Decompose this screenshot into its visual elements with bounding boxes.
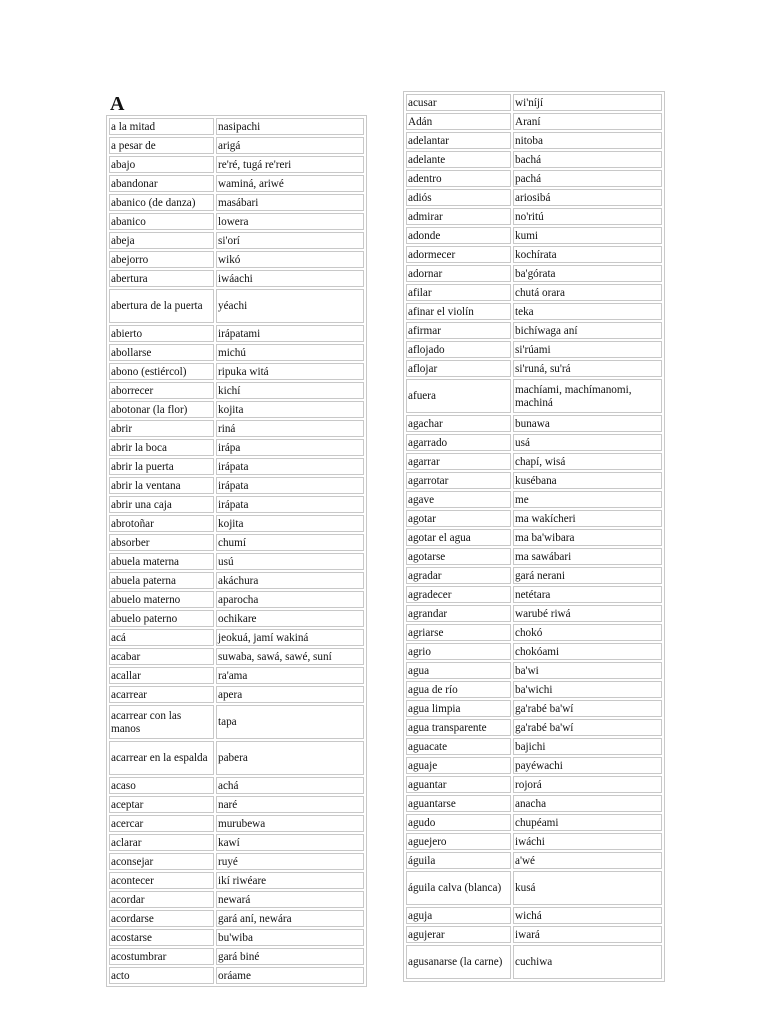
spanish-word-cell: abono (estiércol): [109, 363, 214, 380]
dictionary-entry-row: [109, 741, 364, 775]
spanish-word-cell: aguja: [406, 907, 511, 924]
dictionary-entry-row: [109, 667, 364, 684]
dictionary-entry-row: [406, 303, 662, 320]
translation-cell: arigá: [216, 137, 364, 154]
dictionary-entry-row: [406, 624, 662, 641]
translation-cell: cuchiwa: [513, 945, 662, 979]
dictionary-entry-row: [109, 137, 364, 154]
translation-cell: chupéami: [513, 814, 662, 831]
dictionary-entry-row: [109, 834, 364, 851]
translation-cell: irápa: [216, 439, 364, 456]
translation-cell: gará nerani: [513, 567, 662, 584]
dictionary-entry-row: [406, 814, 662, 831]
spanish-word-cell: agotar: [406, 510, 511, 527]
spanish-word-cell: abeja: [109, 232, 214, 249]
dictionary-entry-row: [109, 232, 364, 249]
translation-cell: si'runá, su'rá: [513, 360, 662, 377]
spanish-word-cell: abejorro: [109, 251, 214, 268]
dictionary-entry-row: [406, 246, 662, 263]
translation-cell: chokóami: [513, 643, 662, 660]
spanish-word-cell: aguantarse: [406, 795, 511, 812]
dictionary-entry-row: [109, 251, 364, 268]
translation-cell: usú: [216, 553, 364, 570]
spanish-word-cell: agrandar: [406, 605, 511, 622]
dictionary-entry-row: [109, 420, 364, 437]
dictionary-entry-row: [406, 94, 662, 111]
dictionary-entry-row: [406, 945, 662, 979]
spanish-word-cell: afuera: [406, 379, 511, 413]
dictionary-table-left-body: [109, 118, 364, 984]
translation-cell: kichí: [216, 382, 364, 399]
translation-cell: ariosibá: [513, 189, 662, 206]
dictionary-entry-row: [406, 341, 662, 358]
translation-cell: ma sawábari: [513, 548, 662, 565]
translation-cell: irápata: [216, 477, 364, 494]
spanish-word-cell: agrio: [406, 643, 511, 660]
spanish-word-cell: abrir una caja: [109, 496, 214, 513]
spanish-word-cell: absorber: [109, 534, 214, 551]
spanish-word-cell: abrotoñar: [109, 515, 214, 532]
translation-cell: no'ritú: [513, 208, 662, 225]
dictionary-entry-row: [109, 910, 364, 927]
translation-cell: newará: [216, 891, 364, 908]
dictionary-entry-row: [109, 496, 364, 513]
spanish-word-cell: aguantar: [406, 776, 511, 793]
spanish-word-cell: aclarar: [109, 834, 214, 851]
spanish-word-cell: adornar: [406, 265, 511, 282]
translation-cell: ba'górata: [513, 265, 662, 282]
dictionary-entry-row: [406, 700, 662, 717]
spanish-word-cell: agujerar: [406, 926, 511, 943]
dictionary-entry-row: [406, 681, 662, 698]
dictionary-entry-row: [406, 662, 662, 679]
translation-cell: ga'rabé ba'wí: [513, 719, 662, 736]
translation-cell: wi'níjí: [513, 94, 662, 111]
spanish-word-cell: aflojado: [406, 341, 511, 358]
dictionary-entry-row: [109, 156, 364, 173]
dictionary-entry-row: [109, 967, 364, 984]
spanish-word-cell: agua limpia: [406, 700, 511, 717]
translation-cell: kusá: [513, 871, 662, 905]
spanish-word-cell: abrir la puerta: [109, 458, 214, 475]
spanish-word-cell: a pesar de: [109, 137, 214, 154]
translation-cell: iwáchi: [513, 833, 662, 850]
dictionary-entry-row: [109, 515, 364, 532]
dictionary-entry-row: [406, 586, 662, 603]
translation-cell: apera: [216, 686, 364, 703]
translation-cell: chokó: [513, 624, 662, 641]
spanish-word-cell: adonde: [406, 227, 511, 244]
translation-cell: anacha: [513, 795, 662, 812]
translation-cell: oráame: [216, 967, 364, 984]
translation-cell: gará biné: [216, 948, 364, 965]
translation-cell: bachá: [513, 151, 662, 168]
dictionary-entry-row: [406, 265, 662, 282]
translation-cell: kochírata: [513, 246, 662, 263]
translation-cell: waminá, ariwé: [216, 175, 364, 192]
dictionary-entry-row: [406, 227, 662, 244]
dictionary-entry-row: [406, 795, 662, 812]
spanish-word-cell: agua: [406, 662, 511, 679]
translation-cell: nitoba: [513, 132, 662, 149]
spanish-word-cell: agachar: [406, 415, 511, 432]
dictionary-entry-row: [109, 929, 364, 946]
spanish-word-cell: acallar: [109, 667, 214, 684]
spanish-word-cell: adelante: [406, 151, 511, 168]
translation-cell: netétara: [513, 586, 662, 603]
spanish-word-cell: abanico: [109, 213, 214, 230]
spanish-word-cell: agusanarse (la carne): [406, 945, 511, 979]
spanish-word-cell: aceptar: [109, 796, 214, 813]
translation-cell: si'orí: [216, 232, 364, 249]
spanish-word-cell: afirmar: [406, 322, 511, 339]
spanish-word-cell: Adán: [406, 113, 511, 130]
translation-cell: chutá orara: [513, 284, 662, 301]
dictionary-entry-row: [109, 325, 364, 342]
translation-cell: pabera: [216, 741, 364, 775]
dictionary-entry-row: [109, 344, 364, 361]
spanish-word-cell: agua transparente: [406, 719, 511, 736]
spanish-word-cell: abuela materna: [109, 553, 214, 570]
dictionary-entry-row: [109, 213, 364, 230]
translation-cell: warubé riwá: [513, 605, 662, 622]
translation-cell: payéwachi: [513, 757, 662, 774]
spanish-word-cell: acusar: [406, 94, 511, 111]
spanish-word-cell: abuelo materno: [109, 591, 214, 608]
dictionary-entry-row: [406, 113, 662, 130]
spanish-word-cell: abrir: [109, 420, 214, 437]
spanish-word-cell: abotonar (la flor): [109, 401, 214, 418]
dictionary-entry-row: [109, 591, 364, 608]
dictionary-entry-row: [109, 853, 364, 870]
translation-cell: Araní: [513, 113, 662, 130]
translation-cell: masábari: [216, 194, 364, 211]
dictionary-entry-row: [109, 705, 364, 739]
dictionary-entry-row: [406, 151, 662, 168]
translation-cell: murubewa: [216, 815, 364, 832]
spanish-word-cell: agradar: [406, 567, 511, 584]
translation-cell: irápata: [216, 458, 364, 475]
dictionary-entry-row: [406, 757, 662, 774]
translation-cell: irápatami: [216, 325, 364, 342]
translation-cell: me: [513, 491, 662, 508]
spanish-word-cell: admirar: [406, 208, 511, 225]
translation-cell: ra'ama: [216, 667, 364, 684]
dictionary-table-left: [106, 115, 367, 987]
spanish-word-cell: abertura de la puerta: [109, 289, 214, 323]
translation-cell: chumí: [216, 534, 364, 551]
translation-cell: bichíwaga aní: [513, 322, 662, 339]
dictionary-entry-row: [406, 284, 662, 301]
dictionary-entry-row: [406, 453, 662, 470]
dictionary-entry-row: [406, 472, 662, 489]
translation-cell: teka: [513, 303, 662, 320]
dictionary-entry-row: [406, 926, 662, 943]
translation-cell: yéachi: [216, 289, 364, 323]
spanish-word-cell: acontecer: [109, 872, 214, 889]
dictionary-entry-row: [406, 852, 662, 869]
dictionary-entry-row: [406, 719, 662, 736]
spanish-word-cell: abrir la ventana: [109, 477, 214, 494]
translation-cell: kusébana: [513, 472, 662, 489]
dictionary-entry-row: [109, 610, 364, 627]
spanish-word-cell: abuela paterna: [109, 572, 214, 589]
translation-cell: pachá: [513, 170, 662, 187]
dictionary-entry-row: [406, 379, 662, 413]
translation-cell: ba'wichi: [513, 681, 662, 698]
spanish-word-cell: acarrear en la espalda: [109, 741, 214, 775]
translation-cell: akáchura: [216, 572, 364, 589]
spanish-word-cell: aconsejar: [109, 853, 214, 870]
dictionary-entry-row: [109, 175, 364, 192]
translation-cell: ba'wi: [513, 662, 662, 679]
spanish-word-cell: acordarse: [109, 910, 214, 927]
translation-cell: bunawa: [513, 415, 662, 432]
translation-cell: kawí: [216, 834, 364, 851]
spanish-word-cell: acostumbrar: [109, 948, 214, 965]
section-letter-heading: A: [110, 93, 125, 115]
translation-cell: irápata: [216, 496, 364, 513]
spanish-word-cell: acercar: [109, 815, 214, 832]
spanish-word-cell: agarrotar: [406, 472, 511, 489]
translation-cell: bu'wiba: [216, 929, 364, 946]
dictionary-entry-row: [406, 643, 662, 660]
dictionary-entry-row: [109, 363, 364, 380]
spanish-word-cell: aguaje: [406, 757, 511, 774]
spanish-word-cell: acabar: [109, 648, 214, 665]
spanish-word-cell: abollarse: [109, 344, 214, 361]
translation-cell: naré: [216, 796, 364, 813]
spanish-word-cell: afilar: [406, 284, 511, 301]
dictionary-entry-row: [109, 289, 364, 323]
dictionary-table-right: [403, 91, 665, 982]
dictionary-entry-row: [109, 534, 364, 551]
spanish-word-cell: agarrar: [406, 453, 511, 470]
spanish-word-cell: abanico (de danza): [109, 194, 214, 211]
translation-cell: usá: [513, 434, 662, 451]
translation-cell: ochikare: [216, 610, 364, 627]
dictionary-entry-row: [109, 686, 364, 703]
translation-cell: machíami, machímanomi, machiná: [513, 379, 662, 413]
dictionary-entry-row: [406, 510, 662, 527]
dictionary-entry-row: [109, 401, 364, 418]
dictionary-entry-row: [109, 553, 364, 570]
translation-cell: iwará: [513, 926, 662, 943]
dictionary-entry-row: [406, 776, 662, 793]
translation-cell: aparocha: [216, 591, 364, 608]
spanish-word-cell: afinar el violín: [406, 303, 511, 320]
dictionary-entry-row: [406, 132, 662, 149]
spanish-word-cell: agua de río: [406, 681, 511, 698]
dictionary-entry-row: [406, 360, 662, 377]
translation-cell: a'wé: [513, 852, 662, 869]
dictionary-entry-row: [109, 194, 364, 211]
dictionary-entry-row: [109, 572, 364, 589]
spanish-word-cell: abajo: [109, 156, 214, 173]
dictionary-entry-row: [406, 907, 662, 924]
spanish-word-cell: adormecer: [406, 246, 511, 263]
dictionary-table-right-body: [406, 94, 662, 979]
spanish-word-cell: acostarse: [109, 929, 214, 946]
dictionary-entry-row: [406, 871, 662, 905]
spanish-word-cell: adelantar: [406, 132, 511, 149]
spanish-word-cell: acá: [109, 629, 214, 646]
translation-cell: ma wakícheri: [513, 510, 662, 527]
spanish-word-cell: acordar: [109, 891, 214, 908]
dictionary-entry-row: [406, 189, 662, 206]
spanish-word-cell: aguacate: [406, 738, 511, 755]
spanish-word-cell: águila calva (blanca): [406, 871, 511, 905]
spanish-word-cell: abertura: [109, 270, 214, 287]
dictionary-entry-row: [406, 738, 662, 755]
spanish-word-cell: abandonar: [109, 175, 214, 192]
spanish-word-cell: agarrado: [406, 434, 511, 451]
dictionary-entry-row: [406, 833, 662, 850]
dictionary-entry-row: [406, 567, 662, 584]
translation-cell: tapa: [216, 705, 364, 739]
spanish-word-cell: aborrecer: [109, 382, 214, 399]
spanish-word-cell: agotarse: [406, 548, 511, 565]
spanish-word-cell: acarrear con las manos: [109, 705, 214, 739]
spanish-word-cell: acto: [109, 967, 214, 984]
translation-cell: re'ré, tugá re'reri: [216, 156, 364, 173]
translation-cell: ripuka witá: [216, 363, 364, 380]
spanish-word-cell: abuelo paterno: [109, 610, 214, 627]
spanish-word-cell: aguejero: [406, 833, 511, 850]
translation-cell: ma ba'wibara: [513, 529, 662, 546]
translation-cell: kojita: [216, 515, 364, 532]
translation-cell: jeokuá, jamí wakiná: [216, 629, 364, 646]
dictionary-entry-row: [406, 322, 662, 339]
spanish-word-cell: aflojar: [406, 360, 511, 377]
spanish-word-cell: agriarse: [406, 624, 511, 641]
translation-cell: ruyé: [216, 853, 364, 870]
dictionary-entry-row: [406, 415, 662, 432]
spanish-word-cell: abierto: [109, 325, 214, 342]
dictionary-entry-row: [109, 796, 364, 813]
spanish-word-cell: acarrear: [109, 686, 214, 703]
translation-cell: suwaba, sawá, sawé, suní: [216, 648, 364, 665]
dictionary-entry-row: [109, 270, 364, 287]
spanish-word-cell: agave: [406, 491, 511, 508]
dictionary-entry-row: [109, 648, 364, 665]
spanish-word-cell: agudo: [406, 814, 511, 831]
spanish-word-cell: abrir la boca: [109, 439, 214, 456]
dictionary-entry-row: [109, 118, 364, 135]
translation-cell: bajichi: [513, 738, 662, 755]
translation-cell: wikó: [216, 251, 364, 268]
spanish-word-cell: agradecer: [406, 586, 511, 603]
translation-cell: gará aní, newára: [216, 910, 364, 927]
translation-cell: rojorá: [513, 776, 662, 793]
spanish-word-cell: águila: [406, 852, 511, 869]
dictionary-entry-row: [109, 815, 364, 832]
translation-cell: achá: [216, 777, 364, 794]
dictionary-entry-row: [406, 434, 662, 451]
dictionary-entry-row: [109, 458, 364, 475]
dictionary-entry-row: [109, 872, 364, 889]
translation-cell: si'rúami: [513, 341, 662, 358]
dictionary-entry-row: [109, 439, 364, 456]
translation-cell: ikí riwéare: [216, 872, 364, 889]
spanish-word-cell: adiós: [406, 189, 511, 206]
dictionary-entry-row: [406, 548, 662, 565]
translation-cell: ga'rabé ba'wí: [513, 700, 662, 717]
translation-cell: michú: [216, 344, 364, 361]
dictionary-entry-row: [406, 170, 662, 187]
translation-cell: lowera: [216, 213, 364, 230]
dictionary-entry-row: [109, 477, 364, 494]
translation-cell: chapí, wisá: [513, 453, 662, 470]
translation-cell: nasipachi: [216, 118, 364, 135]
dictionary-entry-row: [109, 629, 364, 646]
dictionary-entry-row: [109, 948, 364, 965]
translation-cell: wichá: [513, 907, 662, 924]
dictionary-entry-row: [406, 208, 662, 225]
spanish-word-cell: a la mitad: [109, 118, 214, 135]
translation-cell: riná: [216, 420, 364, 437]
spanish-word-cell: agotar el agua: [406, 529, 511, 546]
dictionary-entry-row: [406, 605, 662, 622]
translation-cell: kojita: [216, 401, 364, 418]
translation-cell: iwáachi: [216, 270, 364, 287]
dictionary-entry-row: [406, 529, 662, 546]
dictionary-entry-row: [109, 382, 364, 399]
dictionary-entry-row: [109, 891, 364, 908]
dictionary-entry-row: [109, 777, 364, 794]
translation-cell: kumi: [513, 227, 662, 244]
spanish-word-cell: adentro: [406, 170, 511, 187]
dictionary-entry-row: [406, 491, 662, 508]
spanish-word-cell: acaso: [109, 777, 214, 794]
